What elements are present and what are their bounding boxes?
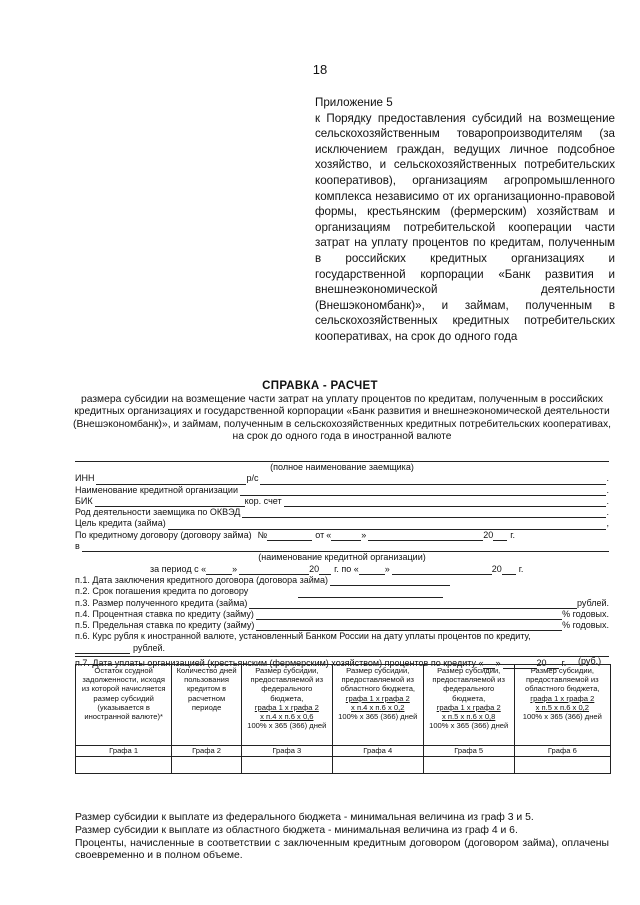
- p6-field[interactable]: [75, 644, 130, 654]
- p6-label: п.6. Курс рубля к иностранной валюте, установленный Банком России на дату уплаты процентов по кредиту,: [75, 631, 531, 642]
- col4-header: Размер субсидии, предоставляемой из областного бюджета, графа 1 x графа 2 x п.4 x п.6 x 0,2 100% x 365 (366) дней: [332, 665, 423, 746]
- kor-schet-label: кор. счет: [244, 495, 282, 506]
- period-from-month-field[interactable]: [239, 565, 309, 575]
- contract-day-field[interactable]: [331, 531, 361, 541]
- table-cell[interactable]: [241, 757, 332, 774]
- kor-schet-field[interactable]: [284, 497, 607, 507]
- table-cell[interactable]: [423, 757, 514, 774]
- p1-field[interactable]: [330, 576, 450, 586]
- inn-field[interactable]: [96, 475, 246, 485]
- col4-number: Графа 4: [332, 746, 423, 757]
- p3-field[interactable]: [249, 599, 577, 609]
- bik-row: БИК кор. счет .: [75, 495, 609, 506]
- purpose-row: Цель кредита (займа) ,: [75, 518, 609, 529]
- p5-label: п.5. Предельная ставка по кредиту (займу): [75, 620, 255, 631]
- calculation-table: [75, 664, 611, 774]
- p7-label: п.7. Дата уплаты организацией (крестьянским (фермерским) хозяйством) процентов по кредиту «: [75, 658, 484, 669]
- col1-header: Остаток ссудной задолженности, исходя из которой начисляется размер субсидий (указывается в иностранной валюте)*: [76, 665, 172, 746]
- p1-row: [75, 575, 609, 586]
- p3-row: п.3. Размер полученного кредита (займа) рублей.: [75, 597, 609, 608]
- p4-row: п.4. Процентная ставка по кредиту (займу) % годовых.: [75, 608, 609, 619]
- inn-row: ИНН р/с .: [75, 473, 609, 484]
- period-from-day-field[interactable]: [206, 565, 232, 575]
- p2-label: п.2. Срок погашения кредита по договору: [75, 586, 249, 597]
- period-row: за период с « » 20 г. по « » 20 г.: [150, 563, 524, 574]
- footer-notes: [75, 812, 609, 863]
- in-org-row: [75, 541, 609, 552]
- period-to-day-field[interactable]: [359, 565, 385, 575]
- in-org-field[interactable]: [82, 542, 609, 552]
- footer-regional: Размер субсидии к выплате из областного бюджета - минимальная величина из граф 4 и 6.: [75, 824, 518, 836]
- period-label: за период с «: [150, 563, 207, 574]
- bank-name-row: Наименование кредитной организации .: [75, 484, 609, 495]
- p2-row: [75, 586, 609, 597]
- contract-month-field[interactable]: [368, 531, 483, 541]
- col6-number: Графа 6: [514, 746, 610, 757]
- col3-number: Графа 3: [241, 746, 332, 757]
- p7-row: п.7. Дата уплаты организацией (крестьянским (фермерским) хозяйством) процентов по кредиту « » 20 г.: [75, 656, 609, 669]
- purpose-label: Цель кредита (займа): [75, 518, 166, 529]
- table-row: [76, 757, 611, 774]
- p6-row: [75, 631, 609, 642]
- okved-row: Род деятельности заемщика по ОКВЭД .: [75, 507, 609, 518]
- form-fields: [75, 452, 609, 669]
- table-cell[interactable]: [76, 757, 172, 774]
- p2-field[interactable]: [298, 588, 443, 598]
- bank-name-label: Наименование кредитной организации: [75, 484, 238, 495]
- in-label: в: [75, 541, 80, 552]
- rs-field[interactable]: [260, 475, 606, 485]
- bank-name-field[interactable]: [240, 486, 607, 496]
- footer-federal: Размер субсидии к выплате из федерального бюджета - минимальная величина из граф 3 и 5.: [75, 812, 534, 823]
- table-cell[interactable]: [514, 757, 610, 774]
- col2-header: Количество дней пользования кредитом в расчетном периоде: [172, 665, 242, 746]
- col1-number: Графа 1: [76, 746, 172, 757]
- period-to-year-field[interactable]: [502, 565, 516, 575]
- appendix-block: [315, 95, 615, 345]
- period-to-month-field[interactable]: [392, 565, 492, 575]
- okved-label: Род деятельности заемщика по ОКВЭД: [75, 507, 241, 518]
- p4-field[interactable]: [256, 610, 562, 620]
- table-unit: (руб.): [578, 656, 602, 666]
- bik-label: БИК: [75, 495, 93, 506]
- table-header-row: [76, 665, 611, 746]
- document-subtitle: размера субсидии на возмещение части затрат на уплату процентов по кредитам, полученным в российских кредитных организациях и государственной корпорации «Банк развития и внешнеэкономической деятельности (Внешэкономбанк)», и займам, полученным в сельскохозяйственных кредитных потребительских кооперативах, на срок до одного года в иностранной валюте: [73, 394, 611, 443]
- contract-year-field[interactable]: [493, 531, 507, 541]
- p6-value-row: рублей.: [75, 643, 609, 654]
- page-number: 18: [312, 62, 328, 77]
- rs-label: р/с: [246, 473, 259, 484]
- p3-label: п.3. Размер полученного кредита (займа): [75, 597, 248, 608]
- col3-header: Размер субсидии, предоставляемой из федерального бюджета, графа 1 x графа 2 x п.4 x п.6 x 0,6 100% x 365 (366) дней: [241, 665, 332, 746]
- p5-field[interactable]: [256, 621, 562, 631]
- bik-field[interactable]: [95, 497, 245, 507]
- contract-number-field[interactable]: [267, 531, 312, 541]
- p5-row: п.5. Предельная ставка по кредиту (займу) % годовых.: [75, 620, 609, 631]
- contract-row: По кредитному договору (договору займа) № от « » 20 г.: [75, 529, 515, 540]
- p1-label: п.1. Дата заключения кредитного договора (договора займа): [75, 574, 329, 585]
- contract-label: По кредитному договору (договору займа): [75, 529, 252, 540]
- borrower-caption: (полное наименование заемщика): [270, 462, 414, 472]
- table-number-row: [76, 746, 611, 757]
- p4-label: п.4. Процентная ставка по кредиту (займу): [75, 608, 254, 619]
- col5-header: Размер субсидии, предоставляемой из федерального бюджета, графа 1 x графа 2 x п.5 x п.6 x 0,8 100% x 365 (366) дней: [423, 665, 514, 746]
- table-cell[interactable]: [332, 757, 423, 774]
- col6-header: Размер субсидии, предоставляемой из областного бюджета, графа 1 x графа 2 x п.5 x п.6 x 0,2 100% x 365 (366) дней: [514, 665, 610, 746]
- col5-number: Графа 5: [423, 746, 514, 757]
- org-caption: (наименование кредитной организации): [258, 552, 426, 563]
- appendix-title: Приложение 5: [315, 96, 393, 109]
- col2-number: Графа 2: [172, 746, 242, 757]
- appendix-text: к Порядку предоставления субсидий на возмещение сельскохозяйственным товаропроизводителям (за исключением граждан, ведущих личное подсобное хозяйство, и сельскохозяйственных потребительских кооперативов), организациям агропромышленного комплекса независимо от их организационно-правовой формы, крестьянским (фермерским) хозяйствам и организациям потребительской кооперации части затрат на уплату процентов по кредитам, полученным в российских кредитных организациях и государственной корпорации «Банк развития и внешнеэкономической деятельности (Внешэкономбанк)», и займам, полученным в сельскохозяйственных кредитных потребительских кооперативах, на срок до одного года: [315, 111, 615, 343]
- table-cell[interactable]: [172, 757, 242, 774]
- document-title: СПРАВКА - РАСЧЕТ: [262, 380, 378, 392]
- inn-label: ИНН: [75, 473, 95, 484]
- borrower-line: [75, 452, 609, 462]
- purpose-field[interactable]: [168, 520, 607, 530]
- okved-field[interactable]: [242, 508, 606, 518]
- period-from-year-field[interactable]: [319, 565, 331, 575]
- footer-interest: Проценты, начисленные в соответствии с заключенным кредитным договором (договором займа), оплачены своевременно и в полном объеме.: [75, 837, 609, 862]
